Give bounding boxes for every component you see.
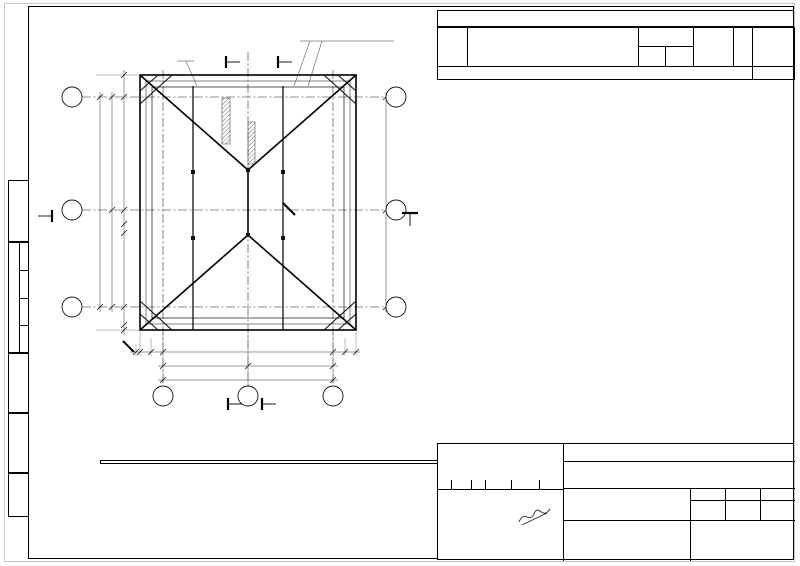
col-thickness xyxy=(639,47,666,67)
title-block xyxy=(437,443,794,560)
col-sheet xyxy=(472,480,486,490)
sheets-value xyxy=(761,501,795,521)
total-row xyxy=(438,67,795,80)
section-flags xyxy=(52,56,418,410)
notes-plan-boxed xyxy=(100,460,440,464)
col-qty xyxy=(734,28,753,67)
stage-label xyxy=(691,489,726,501)
dimension-lines xyxy=(100,70,386,380)
stage-table xyxy=(691,489,795,521)
col-date xyxy=(540,480,564,490)
axis-lines xyxy=(82,52,386,386)
col-mark xyxy=(438,28,468,67)
leader-lines xyxy=(177,41,394,86)
col-length xyxy=(694,28,734,67)
col-docnum xyxy=(486,480,512,490)
title-block-signatures xyxy=(438,444,564,561)
strip-box-invorig xyxy=(8,473,29,517)
revision-header xyxy=(438,480,564,490)
col-count xyxy=(452,480,472,490)
roof-plan-drawing xyxy=(25,18,435,450)
col-change xyxy=(438,480,452,490)
col-section xyxy=(639,28,694,47)
spec-header xyxy=(438,28,795,67)
signature-mark xyxy=(517,504,553,530)
object-name xyxy=(564,489,691,521)
hatched-element xyxy=(222,98,230,144)
spec-title xyxy=(437,10,794,27)
revision-grid xyxy=(438,444,564,480)
sheet-title xyxy=(564,521,691,561)
total-value xyxy=(753,67,795,80)
stand-posts xyxy=(191,168,285,240)
col-volume xyxy=(753,28,795,67)
col-name xyxy=(468,28,639,67)
col-width xyxy=(666,47,694,67)
document-number xyxy=(564,444,795,462)
total-label xyxy=(438,67,753,80)
project-description xyxy=(564,462,795,489)
company-logo xyxy=(691,521,795,561)
sheet-value xyxy=(726,501,761,521)
stage-value xyxy=(691,501,726,521)
spec-table xyxy=(437,27,795,80)
sheets-label xyxy=(761,489,795,501)
sheet-label xyxy=(726,489,761,501)
notes-plan xyxy=(100,458,440,464)
col-sign xyxy=(512,480,540,490)
purlin-beams xyxy=(193,86,283,330)
hatched-element xyxy=(248,122,255,164)
